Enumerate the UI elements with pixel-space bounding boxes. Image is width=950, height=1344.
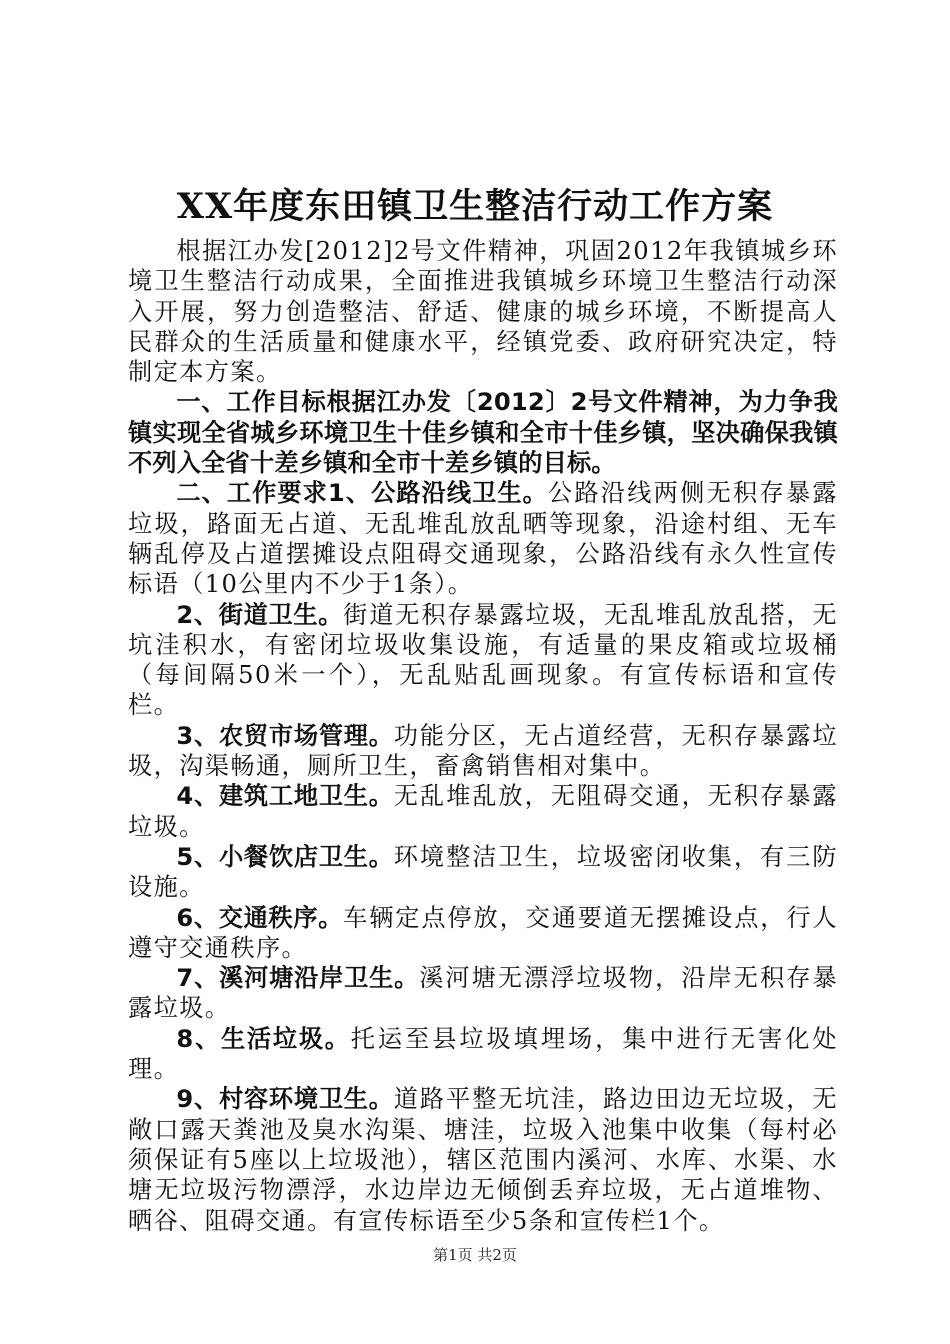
paragraph-text: 功能分区，无占道经营，无积存暴露垃圾，沟渠畅通，厕所卫生，畜禽销售相对集中。: [128, 721, 838, 781]
paragraph-text: 无乱堆乱放，无阻碍交通，无积存暴露垃圾。: [128, 782, 838, 841]
paragraph-intro: [128, 236, 838, 387]
paragraph-lead: 9、村容环境卫生。: [176, 1085, 394, 1114]
paragraph-lead: 5、小餐饮店卫生。: [176, 842, 394, 871]
paragraph-requirement-8: [128, 1024, 838, 1085]
page-number-footer: 第1页 共2页: [433, 1246, 517, 1264]
paragraph-requirement-9: [128, 1084, 838, 1235]
paragraph-text: 根据江办发[2012]2号文件精神，巩固2012年我镇城乡环境卫生整洁行动成果，全面推进我镇城乡环境卫生整洁行动深入开展，努力创造整洁、舒适、健康的城乡环境，不断提高人民群众的生活质量和健康水平，经镇党委、政府研究决定，特制定本方案。: [128, 237, 838, 387]
paragraph-text: 托运至县垃圾填埋场，集中进行无害化处理。: [128, 1024, 838, 1084]
paragraph-requirement-3: [128, 721, 838, 782]
document-body: [128, 236, 838, 1236]
paragraph-requirement-7: [128, 963, 838, 1024]
paragraph-text: 环境整洁卫生，垃圾密闭收集，有三防设施。: [128, 842, 838, 902]
paragraph-lead: 3、农贸市场管理。: [176, 721, 394, 750]
paragraph-requirement-1: [128, 478, 838, 599]
paragraph-text: 公路沿线两侧无积存暴露垃圾，路面无占道、无乱堆乱放乱晒等现象，沿途村组、无车辆乱停及占道摆摊设点阻碍交通现象，公路沿线有永久性宣传标语（10公里内不少于1条）。: [128, 479, 838, 599]
paragraph-text: 街道无积存暴露垃圾，无乱堆乱放乱搭，无坑洼积水，有密闭垃圾收集设施，有适量的果皮箱或垃圾桶（每间隔50米一个），无乱贴乱画现象。有宣传标语和宣传栏。: [128, 600, 839, 720]
paragraph-text: 道路平整无坑洼，路边田边无垃圾，无敞口露天粪池及臭水沟渠、塘洼，垃圾入池集中收集（每村必须保证有5座以上垃圾池），辖区范围内溪河、水库、水渠、水塘无垃圾污物漂浮，水边岸边无倾倒丢弃垃圾，无占道堆物、晒谷、阻碍交通。有宣传标语至少5条和宣传栏1个。: [128, 1085, 838, 1235]
paragraph-text: 车辆定点停放，交通要道无摆摊设点，行人遵守交通秩序。: [128, 903, 839, 962]
paragraph-requirement-6: [128, 903, 838, 964]
paragraph-lead: 一、工作目标根据江办发〔2012〕2号文件精神，为力争我镇实现全省城乡环境卫生十佳乡镇和全市十佳乡镇，坚决确保我镇不列入全省十差乡镇和全市十差乡镇的目标。: [128, 388, 838, 478]
paragraph-goals: [128, 387, 838, 478]
document-title: XX年度东田镇卫生整洁行动工作方案: [176, 186, 774, 227]
paragraph-lead: 6、交通秩序。: [176, 903, 344, 932]
paragraph-lead: 8、生活垃圾。: [176, 1024, 351, 1053]
paragraph-lead: 7、溪河塘沿岸卫生。: [176, 964, 420, 993]
paragraph-requirement-4: [128, 781, 838, 842]
paragraph-lead: 2、街道卫生。: [176, 600, 344, 629]
paragraph-text: 溪河塘无漂浮垃圾物，沿岸无积存暴露垃圾。: [128, 964, 838, 1023]
paragraph-requirement-2: [128, 600, 838, 721]
paragraph-requirement-5: [128, 842, 838, 903]
paragraph-lead: 二、工作要求1、公路沿线卫生。: [176, 479, 548, 508]
paragraph-lead: 4、建筑工地卫生。: [176, 782, 394, 811]
